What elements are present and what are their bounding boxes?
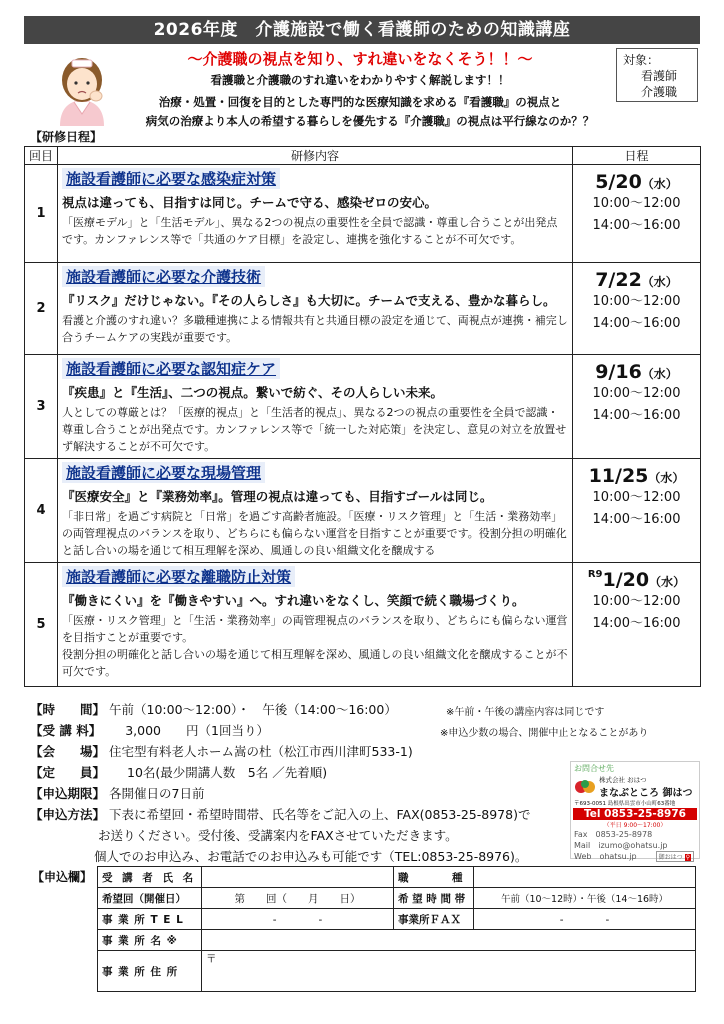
company-small-name: 株式会社 おはつ bbox=[599, 776, 647, 784]
table-header-row bbox=[25, 147, 701, 165]
info-capacity bbox=[30, 763, 327, 781]
tel-field[interactable]: - - bbox=[202, 909, 394, 930]
target-item: 看護師 bbox=[641, 69, 678, 83]
info-venue bbox=[30, 742, 413, 760]
session-body: 「医療モデル」と「生活モデル」、異なる2つの視点の重要性を全員で認識・尊重し合うことが出発点です。カンファレンス等で「共通のケア目標」を設定し、連携を強化することが不可欠です。 bbox=[62, 216, 558, 246]
session-date bbox=[573, 563, 701, 687]
session-time: 10:00～12:00 bbox=[592, 386, 681, 401]
info-method-line: 個人でのお申込み、お電話でのお申込みも可能です（TEL:0853-25-8976)。 bbox=[94, 849, 528, 864]
contact-mail[interactable]: Mail izumo@ohatsu.jp bbox=[574, 841, 668, 850]
postal-mark: 〒 bbox=[206, 953, 217, 965]
application-form bbox=[97, 866, 696, 992]
intro-line: 病気の治療より本人の希望する暮らしを優先する『介護職』の視点は平行線なのか？？ bbox=[145, 114, 595, 128]
session-content bbox=[58, 165, 573, 263]
slot-field[interactable]: 午前（10～12時）・午後（14～16時） bbox=[474, 888, 696, 909]
session-day: （水） bbox=[641, 177, 678, 191]
session-body: 「非日常」を過ごす病院と「日常」を過ごす高齢者施設。「医療・リスク管理」と「生活・業務効率」の両管理視点のバランスを取り、どちらにも偏らない運営を目指すことが重要です。役割分担の明確化と話し合いの場を通じて相互理解を深め、風通しの良い組織文化を醸成する bbox=[62, 510, 567, 557]
form-row bbox=[98, 867, 696, 888]
contact-hours: （平日 9:00～17:00） bbox=[603, 822, 667, 829]
column-header-date: 日程 bbox=[573, 147, 701, 165]
session-body: 人としての尊厳とは？「医療的視点」と「生活者的視点」、異なる2つの視点の重要性を全員で認識・尊重し合うことが出発点です。カンファレンス等で「統一した対応策」を決定し、意見の対立を放置せず解決することが不可欠です。 bbox=[62, 406, 567, 453]
office-address-field[interactable] bbox=[202, 951, 696, 992]
session-title: 施設看護師に必要な感染症対策 bbox=[62, 168, 280, 189]
session-date-value: 9/16 bbox=[595, 361, 642, 383]
session-lead: 『疾患』と『生活』、二つの視点。繋いで紡ぐ、その人らしい未来。 bbox=[62, 385, 444, 400]
info-fee-label: 【受 講 料】 bbox=[30, 723, 102, 738]
target-box bbox=[616, 48, 698, 102]
target-label: 対象： bbox=[623, 53, 660, 67]
contact-web[interactable]: Web ohatsu.jp bbox=[574, 852, 637, 861]
info-time-label: 【時 間】 bbox=[30, 702, 106, 717]
session-title: 施設看護師に必要な離職防止対策 bbox=[62, 566, 295, 587]
session-content bbox=[58, 459, 573, 563]
session-time: 14:00～16:00 bbox=[592, 512, 681, 527]
session-date-value: 7/22 bbox=[595, 269, 642, 291]
contact-tel[interactable]: Tel 0853-25-8976 bbox=[573, 808, 697, 820]
search-box-text: 御おはつ bbox=[658, 854, 683, 861]
company-name: まなぶところ 御はつ bbox=[599, 788, 693, 799]
contact-fax: Fax 0853-25-8978 bbox=[574, 830, 653, 839]
round-field[interactable]: 第 回（ 月 日） bbox=[202, 888, 394, 909]
form-row bbox=[98, 909, 696, 930]
info-method bbox=[30, 805, 530, 823]
info-fee-value: 3,000 円（1回当り） bbox=[125, 723, 269, 738]
info-capacity-value: 10名(最少開講人数 5名 ／先着順) bbox=[127, 765, 328, 780]
session-title: 施設看護師に必要な現場管理 bbox=[62, 462, 265, 483]
form-label-tel: 事 業 所 T E L bbox=[98, 909, 202, 930]
form-section-label: 【申込欄】 bbox=[32, 870, 93, 884]
form-row bbox=[98, 888, 696, 909]
info-venue-label: 【会 場】 bbox=[30, 744, 106, 759]
info-capacity-label: 【定 員】 bbox=[30, 765, 106, 780]
company-address: 〒693-0051 島根県出雲市小山町63番地 bbox=[574, 801, 676, 807]
session-content bbox=[58, 263, 573, 355]
session-lead: 『働きにくい』を『働きやすい』へ。すれ違いをなくし、笑顔で続く職場づくり。 bbox=[62, 593, 525, 608]
info-deadline-label: 【申込期限】 bbox=[30, 786, 106, 801]
form-label-name: 受 講 者 氏 名 bbox=[98, 867, 202, 888]
session-time: 10:00～12:00 bbox=[592, 490, 681, 505]
session-time: 14:00～16:00 bbox=[592, 616, 681, 631]
contact-box bbox=[570, 761, 700, 859]
session-date-value: 5/20 bbox=[595, 171, 642, 193]
session-date-value: 1/20 bbox=[602, 569, 650, 591]
form-row bbox=[98, 930, 696, 951]
job-field[interactable] bbox=[474, 867, 696, 888]
contact-heading: お問合せ先 bbox=[574, 764, 614, 773]
intro-line: 治療・処置・回復を目的とした専門的な医療知識を求める『看護職』の視点と bbox=[158, 95, 562, 109]
company-logo-icon bbox=[574, 778, 596, 796]
form-label-office: 事 業 所 名 ※ bbox=[98, 930, 202, 951]
session-row bbox=[25, 263, 701, 355]
info-method-line: お送りください。受付後、受講案内をFAXさせていただきます。 bbox=[98, 828, 458, 843]
office-name-field[interactable] bbox=[202, 930, 696, 951]
subtitle: ～介護職の視点を知り、すれ違いをなくそう！！～ bbox=[187, 50, 533, 68]
form-label-slot: 希 望 時 間 帯 bbox=[394, 888, 474, 909]
session-time: 10:00～12:00 bbox=[592, 196, 681, 211]
session-date-value: 11/25 bbox=[588, 465, 649, 487]
form-label-round: 希望回（開催日） bbox=[98, 888, 202, 909]
info-deadline-value: 各開催日の7日前 bbox=[109, 786, 205, 801]
info-fee-note: ※申込少数の場合、開催中止となることがあり bbox=[440, 728, 649, 739]
session-time: 10:00～12:00 bbox=[592, 594, 681, 609]
session-lead: 『医療安全』と『業務効率』。管理の視点は違っても、目指すゴールは同じ。 bbox=[62, 489, 493, 504]
session-lead: 視点は違っても、目指すは同じ。チームで守る、感染ゼロの安心。 bbox=[62, 195, 438, 210]
schedule-table bbox=[24, 146, 701, 687]
session-time: 14:00～16:00 bbox=[592, 408, 681, 423]
form-label-job: 職 種 bbox=[394, 867, 474, 888]
session-number: 3 bbox=[25, 355, 58, 459]
session-date bbox=[573, 459, 701, 563]
target-item: 介護職 bbox=[641, 85, 678, 99]
session-time: 14:00～16:00 bbox=[592, 316, 681, 331]
info-deadline bbox=[30, 784, 204, 802]
session-era: R9 bbox=[587, 569, 603, 580]
info-fee bbox=[30, 721, 269, 739]
form-label-address: 事 業 所 住 所 bbox=[98, 951, 202, 992]
session-time: 10:00～12:00 bbox=[592, 294, 681, 309]
session-day: （水） bbox=[648, 471, 685, 485]
column-header-content: 研修内容 bbox=[58, 147, 573, 165]
info-time-note: ※午前・午後の講座内容は同じです bbox=[446, 707, 605, 718]
info-time-value: 午前（10:00～12:00）・ 午後（14:00～16:00） bbox=[109, 702, 397, 717]
session-day: （水） bbox=[641, 275, 678, 289]
session-number: 2 bbox=[25, 263, 58, 355]
info-method-line: 下表に希望回・希望時間帯、氏名等をご記入の上、FAX(0853-25-8978)で bbox=[109, 807, 531, 822]
session-date bbox=[573, 263, 701, 355]
column-header-round: 回目 bbox=[25, 147, 58, 165]
search-icon: ⚲ bbox=[685, 854, 690, 861]
session-number: 1 bbox=[25, 165, 58, 263]
page-title: 2026年度 介護施設で働く看護師のための知識講座 bbox=[24, 16, 700, 44]
session-row bbox=[25, 563, 701, 687]
intro-line: 看護職と介護職のすれ違いをわかりやすく解説します！！ bbox=[210, 73, 510, 87]
session-time: 14:00～16:00 bbox=[592, 218, 681, 233]
session-row bbox=[25, 459, 701, 563]
session-title: 施設看護師に必要な認知症ケア bbox=[62, 358, 280, 379]
form-label-fax: 事業所ＦＡＸ bbox=[394, 909, 474, 930]
session-day: （水） bbox=[649, 575, 686, 589]
session-lead: 『リスク』だけじゃない。『その人らしさ』も大切に。チームで支える、豊かな暮らし。 bbox=[62, 293, 556, 308]
session-body: 看護と介護のすれ違い？多職種連携による情報共有と共通目標の設定を通じて、両視点が連携・補完し合うチームケアの実践が重要です。 bbox=[62, 314, 568, 344]
session-content bbox=[58, 563, 573, 687]
session-row bbox=[25, 355, 701, 459]
session-date bbox=[573, 165, 701, 263]
name-field[interactable] bbox=[202, 867, 394, 888]
session-title: 施設看護師に必要な介護技術 bbox=[62, 266, 265, 287]
session-number: 5 bbox=[25, 563, 58, 687]
schedule-section-label: 【研修日程】 bbox=[30, 130, 103, 144]
fax-field[interactable]: - - bbox=[474, 909, 696, 930]
search-box[interactable] bbox=[656, 851, 694, 862]
session-number: 4 bbox=[25, 459, 58, 563]
session-content bbox=[58, 355, 573, 459]
info-venue-value: 住宅型有料老人ホーム嵩の杜（松江市西川津町533-1) bbox=[109, 744, 413, 759]
info-time bbox=[30, 700, 397, 718]
session-day: （水） bbox=[641, 367, 678, 381]
form-row bbox=[98, 951, 696, 992]
session-row bbox=[25, 165, 701, 263]
session-body: 「医療・リスク管理」と「生活・業務効率」の両管理視点のバランスを取り、どちらにも偏らない運営を目指すことが重要です。 役割分担の明確化と話し合いの場を通じて相互理解を深め、風通しの良い組織文化を醸成することが不可欠です。 bbox=[62, 614, 568, 678]
info-method-label: 【申込方法】 bbox=[30, 807, 106, 822]
session-date bbox=[573, 355, 701, 459]
